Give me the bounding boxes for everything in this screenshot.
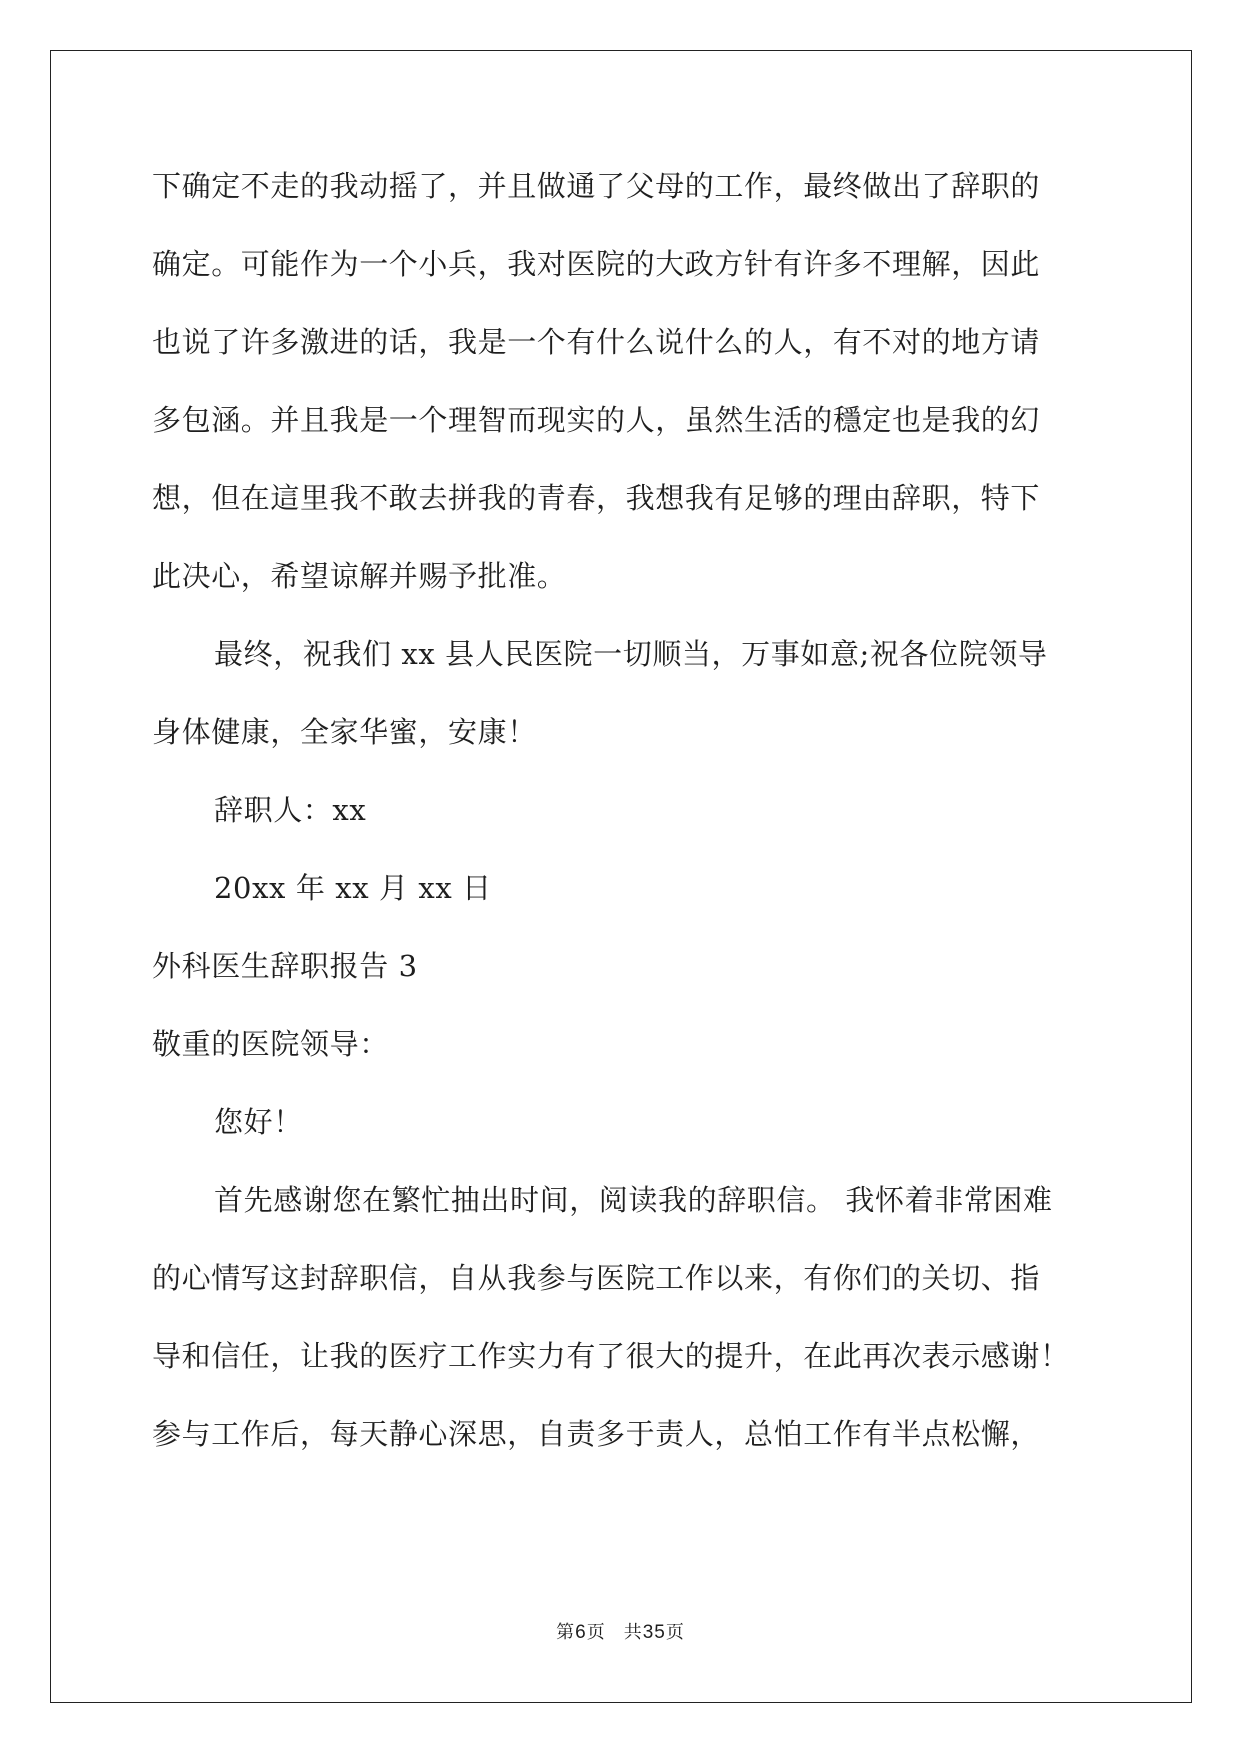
body-line: 身体健康，全家华蜜，安康！ <box>152 715 537 749</box>
body-line: 确定。可能作为一个小兵，我对医院的大政方针有许多不理解，因此 <box>152 247 1041 281</box>
signature-line: 辞职人：xx <box>214 793 367 827</box>
body-line: 下确定不走的我动摇了，并且做通了父母的工作，最终做出了辞职的 <box>152 169 1041 203</box>
salutation: 敬重的医院领导： <box>152 1027 389 1061</box>
footer-total-pages: 35 <box>642 1622 666 1643</box>
body-line: 首先感谢您在繁忙抽出时间，阅读我的辞职信。 我怀着非常困难 <box>214 1183 1053 1217</box>
body-line: 此决心，希望谅解并赐予批准。 <box>152 559 567 593</box>
footer-total-prefix: 共 <box>623 1622 643 1643</box>
page-footer <box>0 1618 1241 1644</box>
body-line: 多包涵。并且我是一个理智而现实的人，虽然生活的穩定也是我的幻 <box>152 403 1041 437</box>
footer-page-number: 6 <box>575 1622 587 1643</box>
body-line: 导和信任，让我的医疗工作实力有了很大的提升，在此再次表示感谢！ <box>152 1339 1070 1373</box>
footer-prefix: 第 <box>556 1622 576 1643</box>
body-line: 想，但在這里我不敢去拼我的青春，我想我有足够的理由辞职，特下 <box>152 481 1041 515</box>
body-line: 参与工作后，每天静心深思，自责多于责人，总怕工作有半点松懈， <box>152 1417 1041 1451</box>
body-line: 也说了许多激进的话，我是一个有什么说什么的人，有不对的地方请 <box>152 325 1041 359</box>
footer-total-unit: 页 <box>665 1622 685 1643</box>
section-title: 外科医生辞职报告 3 <box>152 949 418 983</box>
body-line: 最终，祝我们 xx 县人民医院一切顺当，万事如意;祝各位院领导 <box>214 637 1048 671</box>
date-line: 20xx 年 xx 月 xx 日 <box>214 871 492 905</box>
greeting: 您好！ <box>214 1105 303 1139</box>
footer-page-unit: 页 <box>586 1622 606 1643</box>
body-line: 的心情写这封辞职信，自从我参与医院工作以来，有你们的关切、指 <box>152 1261 1041 1295</box>
